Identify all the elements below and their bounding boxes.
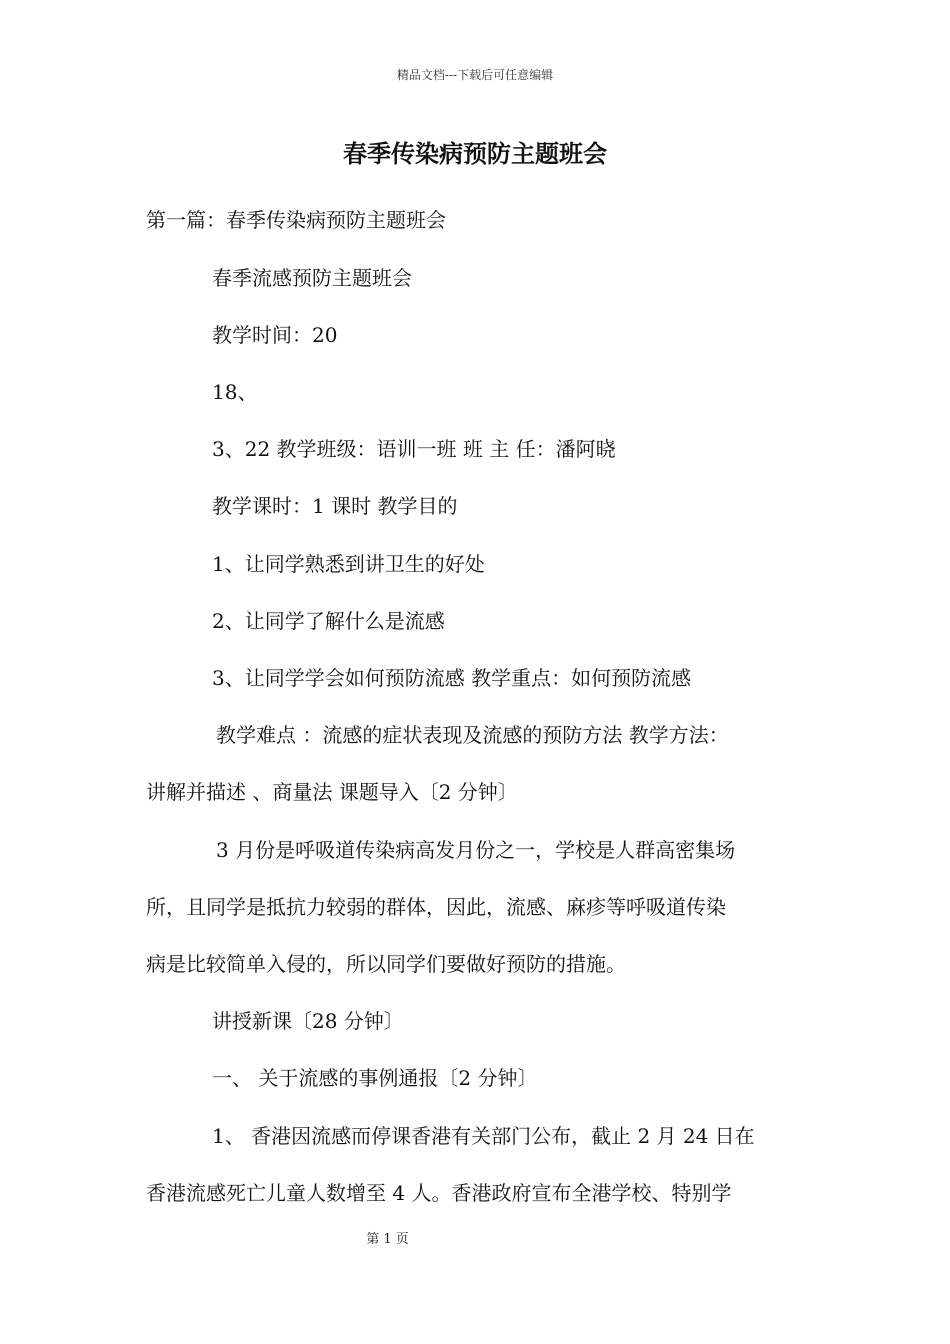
text-line: 一、 关于流感的事例通报〔2 分钟〕	[212, 1066, 538, 1090]
page-number: 第 1 页	[366, 1232, 409, 1247]
text-line: 1、 香港因流感而停课香港有关部门公布，截止 2 月 24 日在	[212, 1124, 755, 1148]
header-note: 精品文档---下载后可任意编辑	[396, 68, 554, 82]
text-line: 病是比较简单入侵的，所以同学们要做好预防的措施。	[146, 952, 626, 976]
text-line: 教学课时：1 课时 教学目的	[212, 494, 458, 518]
text-line: 教学时间：20	[212, 323, 338, 347]
text-line: 2、让同学了解什么是流感	[212, 609, 445, 633]
text-line: 春季流感预防主题班会	[212, 266, 412, 290]
text-line: 18、	[212, 380, 258, 404]
text-line: 香港流感死亡儿童人数增至 4 人。香港政府宣布全港学校、特别学	[146, 1181, 732, 1205]
text-line: 3 月份是呼吸道传染病高发月份之一，学校是人群高密集场	[216, 838, 736, 862]
document-title: 春季传染病预防主题班会	[343, 139, 607, 168]
text-line: 第一篇：春季传染病预防主题班会	[146, 208, 446, 232]
text-line: 3、让同学学会如何预防流感 教学重点：如何预防流感	[212, 666, 692, 690]
text-line: 1、让同学熟悉到讲卫生的好处	[212, 552, 485, 576]
text-line: 讲授新课〔28 分钟〕	[212, 1009, 404, 1033]
text-line: 3、22 教学班级：语训一班 班 主 任：潘阿晓	[212, 437, 616, 461]
text-line: 所，且同学是抵抗力较弱的群体，因此，流感、麻疹等呼吸道传染	[146, 895, 726, 919]
text-line: 讲解并描述 、商量法 课题导入〔2 分钟〕	[146, 780, 518, 804]
text-line: 教学难点 ：流感的症状表现及流感的预防方法 教学方法：	[216, 723, 729, 747]
